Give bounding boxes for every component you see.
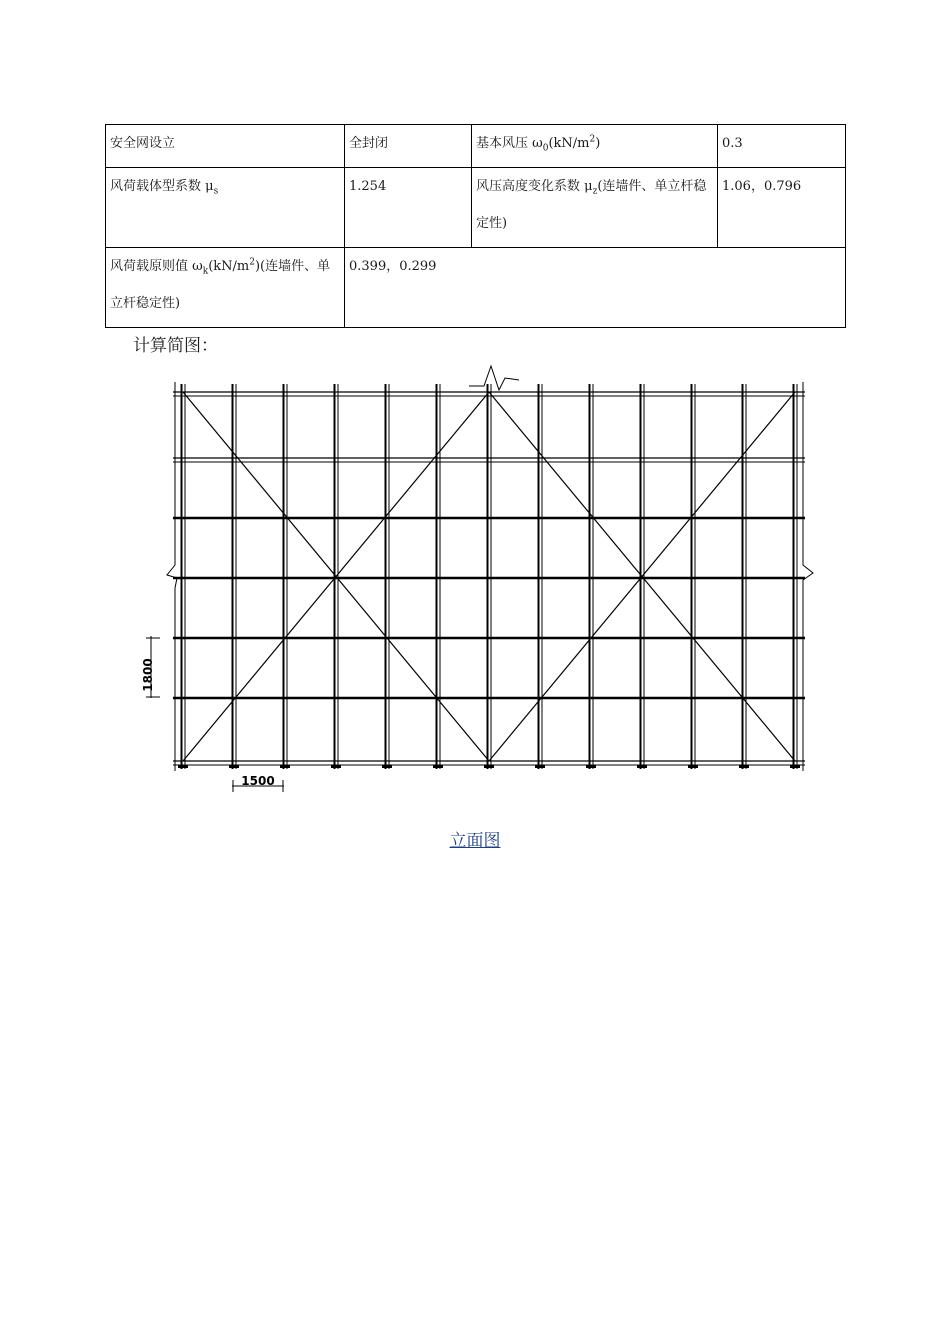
base-plate	[637, 765, 647, 768]
table-cell: 1.06，0.796	[718, 168, 846, 248]
dim-height-label: 1800	[141, 658, 155, 692]
figure-caption: 立面图	[449, 831, 501, 851]
table-cell: 全封闭	[345, 125, 472, 168]
dim-width-label: 1500	[241, 774, 275, 788]
base-plate	[586, 765, 596, 768]
break-lines	[167, 366, 813, 771]
break-line	[803, 382, 813, 771]
table-cell: 0.3	[718, 125, 846, 168]
base-plate	[178, 765, 188, 768]
base-plate	[739, 765, 749, 768]
base-plate	[688, 765, 698, 768]
base-plate	[433, 765, 443, 768]
table-row	[106, 125, 846, 168]
cross-braces	[183, 392, 795, 761]
base-plate	[331, 765, 341, 768]
base-plate	[790, 765, 800, 768]
base-plate	[229, 765, 239, 768]
section-heading: 计算简图：	[133, 336, 218, 356]
table-cell: 风荷载原则值 $\omega_k(kN/m^2)$(连墙件、单立杆稳定性)	[106, 248, 345, 328]
table-cell: 风压高度变化系数 $\mu_z$(连墙件、单立杆稳定性)	[472, 168, 718, 248]
break-line	[469, 366, 519, 390]
parameter-table	[105, 124, 846, 328]
base-plate	[280, 765, 290, 768]
table-row	[106, 248, 846, 328]
base-plate	[382, 765, 392, 768]
base-plate	[535, 765, 545, 768]
height-dimension	[141, 636, 160, 698]
scaffold-drawing	[138, 360, 818, 800]
table-cell: 风荷载体型系数 $\mu_s$	[106, 168, 345, 248]
table-row	[106, 168, 846, 248]
width-dimension	[232, 774, 284, 792]
scaffold-grid	[173, 384, 805, 769]
break-line	[167, 382, 177, 771]
elevation-diagram	[138, 360, 818, 804]
table-cell: 0.399，0.299	[345, 248, 846, 328]
table-cell: 基本风压 $\omega_0(kN/m^2)$	[472, 125, 718, 168]
table-cell: 安全网设立	[106, 125, 345, 168]
table-cell: 1.254	[345, 168, 472, 248]
base-plate	[484, 765, 494, 768]
